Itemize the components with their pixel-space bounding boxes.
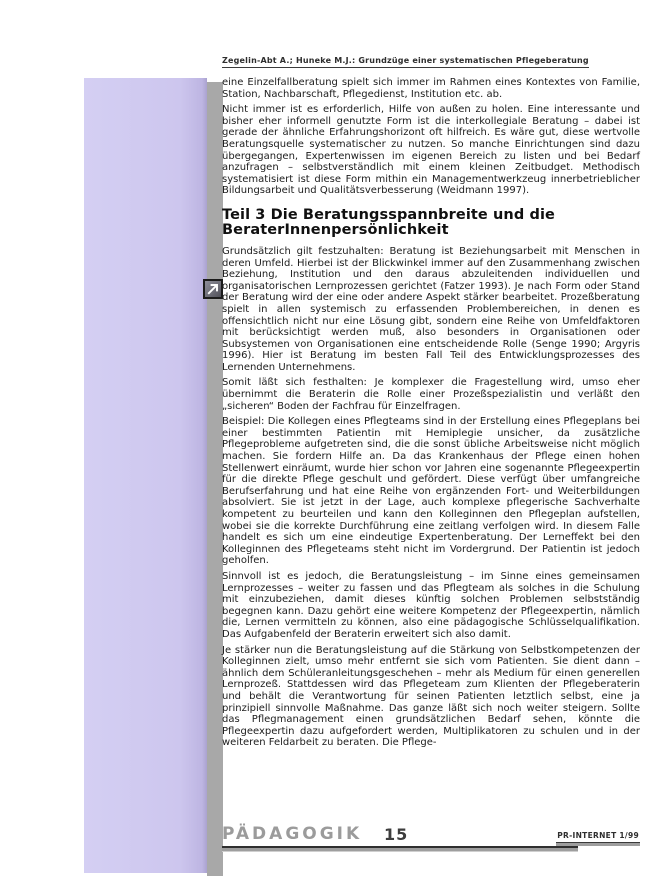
running-title: Zegelin-Abt A.; Huneke M.J.: Grundzüge einer systematischen Pflegeberatung [222,56,589,68]
jump-link-icon[interactable] [203,279,223,299]
arrow-up-right-icon [205,281,221,297]
body-paragraph: Grundsätzlich gilt festzuhalten: Beratung ist Beziehungsarbeit mit Menschen in deren Umfeld. Hierbei ist der Blickwinkel immer auf den Zusammenhang zwischen Beziehung, Institution und den daraus abzuleitenden individuellen und organisatorischen Lernprozessen gerichtet (Fatzer 1993). Je nach Form oder Stand der Beratung wird der eine oder andere Aspekt stärker bearbeitet. Prozeßberatung spielt in allen systemisch zu erfassenden Problembereichen, in denen es offensichtlich nicht nur eine Lösung gibt, sondern eine Reihe von Umfeldfaktoren mit berücksichtigt werden muß, also besonders in Organisationen oder Subsystemen von Organisationen eine entscheidende Rolle (Senge 1990; Argyris 1996). Hier ist Beratung im besten Fall Teil des Entwicklungsprozesses des Lernenden Unternehmens. [222,245,640,373]
body-paragraph: Beispiel: Die Kollegen eines Pflegteams sind in der Erstellung eines Pflegeplans bei einer bestimmten Patientin mit Hemiplegie unsicher, da zusätzliche Pflegeprobleme aufgetreten sind, die die sonst übliche Arbeitsweise nicht möglich machen. Sie fordern Hilfe an. Da das Krankenhaus der Pflege einen hohen Stellenwert einräumt, wurde hier schon vor Jahren eine sogenannte Pflegeexpertin für die direkte Pflege geschult und gefördert. Diese verfügt über umfangreiche Berufserfahrung und hat eine Reihe von ergänzenden Fort- und Weiterbildungen absolviert. Sie ist jetzt in der Lage, auch komplexe pflegerische Sachverhalte kompetent zu beurteilen und kann den Kolleginnen den Pflegeplan aufstellen, wobei sie die korrekte Durchführung eine zeitlang verfolgen wird. In diesem Falle handelt es sich um eine eindeutige Expertenberatung. Der Lerneffekt bei den Kolleginnen des Pflegeteams steht nicht im Vordergrund. Der Patientin ist jedoch geholfen. [222,416,640,567]
body-paragraph: Je stärker nun die Beratungsleistung auf die Stärkung von Selbstkompetenzen der Kolleginnen zielt, umso mehr entfernt sie sich vom Patienten. Sie dient dann – ähnlich dem Schüleranleitungsgeschehen – mehr als Medium für einen generellen Lernprozeß. Stattdessen wird das Pflegeteam zum Klienten der Pflegeberaterin und behält die Verantwortung für seinen Patienten letztlich selbst, eine ja prinzipiell sinnvolle Maßnahme. Das ganze läßt sich noch weiter steigern. Sollte das Pflegmanagement einen grundsätzlichen Bedarf sehen, könnte die Pflegeexpertin dazu aufgefordert werden, Multiplikatoren zu schulen und in der weiteren Feldarbeit zu beraten. Die Pflege- [222,644,640,749]
section-heading: Teil 3 Die Beratungsspannbreite und die BeraterInnenpersönlichkeit [222,206,555,239]
journal-name: PÄDAGOGIK [222,824,363,844]
body-paragraph: Somit läßt sich festhalten: Je komplexer die Fragestellung wird, umso eher übernimmt die Beraterin die Rolle einer Prozeßspezialistin und verläßt den „sicheren“ Boden der Fachfrau für Einzelfragen. [222,377,640,412]
sidebar-shadow [207,82,223,876]
issue-rule [556,842,640,846]
body-paragraph: Sinnvoll ist es jedoch, die Beratungsleistung – im Sinne eines gemeinsamen Lernprozesses – weiter zu fassen und das Pflegteam als solches in die Schulung mit einzubeziehen, damit dieses künftig solchen Problemen selbstständig begegnen kann. Dazu gehört eine weitere Kompetenz der Pflegeexpertin, nämlich die, Lernen vermitteln zu können, also eine pädagogische Schlüsselqualifikation. Das Aufgabenfeld der Beraterin erweitert sich also damit. [222,570,640,640]
text-column [222,48,640,753]
issue-label: PR-INTERNET 1/99 [557,831,639,840]
page-footer [222,824,640,866]
sidebar-panel [84,78,207,873]
page-number: 15 [384,825,409,844]
body-paragraph: eine Einzelfallberatung spielt sich immer im Rahmen eines Kontextes von Familie, Station, Nachbarschaft, Pflegedienst, Institution etc. ab. [222,77,640,100]
body-paragraph: Nicht immer ist es erforderlich, Hilfe von außen zu holen. Eine interessante und bisher eher informell genutzte Form ist die interkollegiale Beratung – dabei ist gerade der ähnliche Erfahrungshorizont oft hilfreich. Es wäre gut, diese wertvolle Beratungsquelle systematischer zu nutzen. So manche Einrichtungen sind dazu übergegangen, Expertenwissen im eigenen Bereich zu listen und bei Bedarf anzufragen – selbstverständlich mit einem kleinen Zeitbudget. Methodisch systematisiert ist diese Form mithin ein Managementwerkzeug innerbetrieblicher Bildungsarbeit und Qualitätsverbesserung (Weidmann 1997). [222,104,640,197]
issue-box [556,831,640,846]
footer-rule [222,846,578,852]
